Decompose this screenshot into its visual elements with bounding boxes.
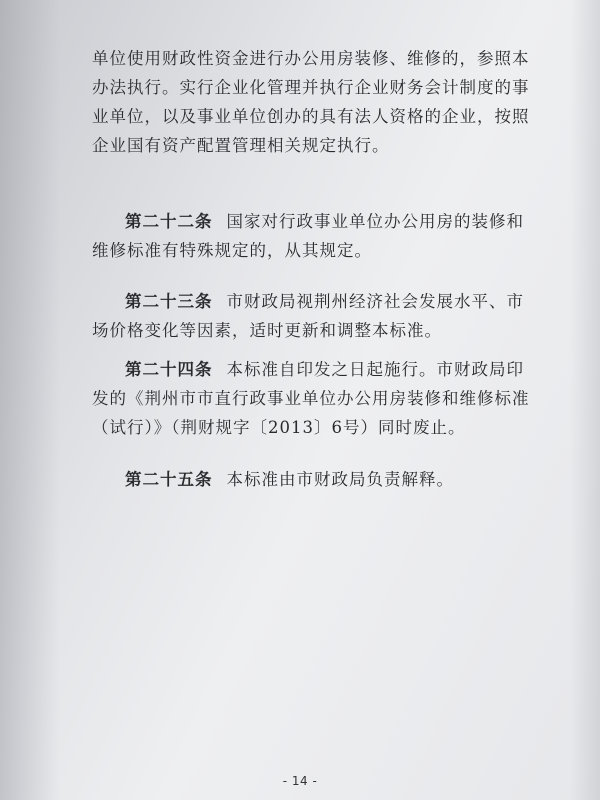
article-text: 市财政局视荆州经济社会发展水平、市场价格变化等因素，适时更新和调整本标准。 — [92, 292, 524, 340]
article-25 — [92, 465, 532, 494]
paragraph-text: 单位使用财政性资金进行办公用房装修、维修的，参照本办法执行。实行企业化管理并执行企业财务会计制度的事业单位，以及事业单位创办的具有法人资格的企业，按照企业国有资产配置管理相关规定执行。 — [92, 49, 530, 155]
page-number: - 14 - — [282, 774, 318, 788]
article-heading: 第二十二条 — [125, 212, 213, 231]
article-23 — [92, 287, 532, 345]
paragraph-continuation — [92, 44, 532, 160]
page-shadow-right — [570, 0, 600, 800]
article-text: 国家对行政事业单位办公用房的装修和维修标准有特殊规定的，从其规定。 — [92, 212, 524, 260]
article-24 — [92, 355, 532, 442]
page-shadow-left — [0, 0, 60, 800]
article-22 — [92, 207, 532, 265]
article-text: 本标准由市财政局负责解释。 — [226, 470, 454, 489]
article-heading: 第二十五条 — [125, 470, 213, 489]
article-text: 本标准自印发之日起施行。市财政局印发的《荆州市市直行政事业单位办公用房装修和维修标准（试行）》（荆财规字〔2013〕6号）同时废止。 — [92, 360, 530, 437]
article-heading: 第二十四条 — [125, 360, 213, 379]
article-heading: 第二十三条 — [125, 292, 213, 311]
